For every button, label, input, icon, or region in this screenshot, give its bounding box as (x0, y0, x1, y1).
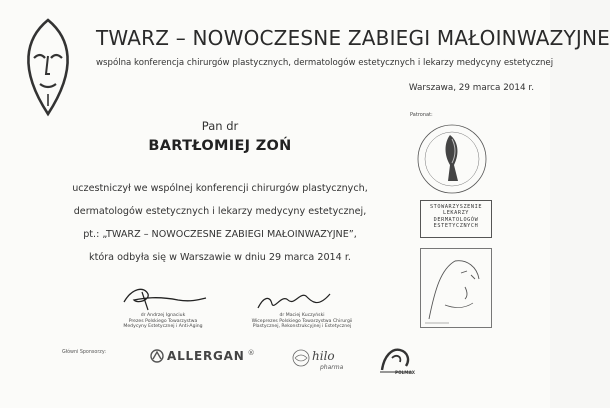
recipient-honorific: Pan dr (201, 119, 239, 133)
certificate-title: TWARZ – NOWOCZESNE ZABIEGI MAŁOINWAZYJNE (96, 26, 610, 50)
patronage-label: Patronat: (410, 112, 433, 118)
polmax-name: POLMAX (395, 370, 415, 375)
signature-block-ignaciuk (108, 313, 218, 330)
allergan-name: ALLERGAN (167, 349, 245, 363)
signatory-name: dr Maciej Kuczyński (279, 313, 325, 318)
certificate-subtitle: wspólna konferencja chirurgów plastycznych, dermatologów estetycznych i lekarzy medycyny estetycznej (96, 58, 554, 68)
signature-block-kuczynski (240, 313, 364, 330)
face-sketch-artwork-icon (420, 248, 492, 328)
signatory-name: dr Andrzej Ignaciuk (140, 313, 186, 318)
signature-ignaciuk (118, 282, 210, 314)
signatory-role: Prezes Polskiego Towarzystwa (128, 318, 198, 324)
body-line-1: uczestniczył we wspólnej konferencji chirurgów plastycznych, (72, 183, 368, 194)
signatory-role: Plastycznej, Rekonstrukcyjnej i Estetycznej (252, 324, 352, 330)
signatory-role: Medycyny Estetycznej i Anti-Aging (123, 324, 203, 330)
allergan-logo (150, 349, 255, 363)
issue-date: Warszawa, 29 marca 2014 r. (408, 83, 534, 93)
dermatologists-association-stamp: STOWARZYSZENIE LEKARZY DERMATOLOGÓW ESTETYCZNYCH (420, 200, 492, 238)
hilo-sub: pharma (320, 364, 344, 371)
registered-mark: ® (247, 349, 255, 357)
face-mask-logo-icon (18, 18, 78, 116)
society-seal-icon (414, 121, 490, 197)
allergan-mark-icon (150, 349, 164, 363)
body-line-3: pt.: „TWARZ – NOWOCZESNE ZABIEGI MAŁOINWAZYJNE”, (83, 229, 357, 240)
signature-kuczynski (254, 286, 334, 316)
recipient-name: BARTŁOMIEJ ZOŃ (148, 138, 292, 154)
body-line-4: która odbyła się w Warszawie w dniu 29 marca 2014 r. (89, 252, 351, 263)
signatory-role: Wiceprezes Polskiego Towarzystwa Chirurgii (251, 318, 353, 324)
hilo-pharma-logo (292, 346, 348, 372)
sponsors-label: Główni Sponsorzy: (62, 350, 106, 355)
body-line-2: dermatologów estetycznych i lekarzy medycyny estetycznej, (73, 206, 367, 217)
hilo-name: hilo (312, 349, 335, 363)
